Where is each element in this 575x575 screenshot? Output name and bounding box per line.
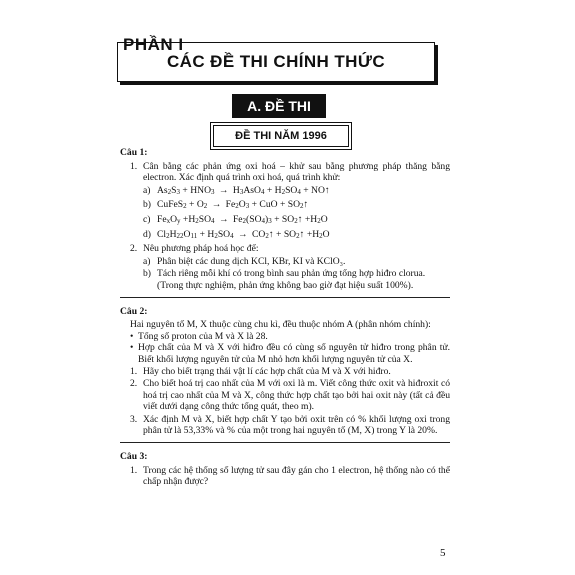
- q1-eq-b: b) CuFeS2 + O2 → Fe2O3 + CuO + SO2↑: [143, 199, 309, 211]
- q1-sub-2b: b) Tách riêng mỗi khí có trong bình sau phản ứng tổng hợp hiđro clorua. (Trong thực nghiệm, phản ứng không bao giờ đạt hiệu suất 100%).: [143, 268, 426, 291]
- exam-title-box: [213, 125, 349, 147]
- part-label: PHẦN I: [123, 35, 184, 54]
- q1-eq-c: c) FexOy +H2SO4 → Fe2(SO4)3 + SO2↑ +H2O: [143, 213, 328, 225]
- q1-sub-2a: a) Phân biệt các dung dịch KCl, KBr, KI và KClO₃.: [143, 255, 346, 267]
- page-number: 5: [440, 547, 446, 559]
- q1-item-1-text: Cân bằng các phản ứng oxi hoá – khử sau bằng phương pháp thăng bằng electron. Xác định quá trình oxi hoá, quá trình khử:: [143, 160, 450, 184]
- q3-item-1: 1. Trong các hệ thống số lượng tử sau đây gán cho 1 electron, hệ thống nào có thể chấp nhận được?: [130, 464, 450, 488]
- q2-item-1: 1. Hãy cho biết trạng thái vật lí các hợp chất của M và X với hiđro.: [130, 365, 391, 377]
- question-3-label: Câu 3:: [120, 451, 148, 463]
- q2-item-2: 2. Cho biết hoá trị cao nhất của M với oxi là m. Viết công thức oxit và hiđroxit có hoá trị cao nhất của M và X, công thức hợp chất tạo bởi hai oxit này (tất cả đều viết dưới dạng công thức tổng quát, theo m).: [130, 378, 450, 413]
- q2-bullet-1: • Tổng số proton của M và X là 28.: [130, 330, 268, 342]
- divider: [120, 442, 450, 443]
- q2-bullet-2: • Hợp chất của M và X với hiđro đều có cùng số nguyên tử hiđro trong phân tử. Biết khối lượng nguyên tử của M nhỏ hơn khối lượng nguyên tử của X.: [130, 342, 450, 365]
- q1-eq-d: d) Cl2H22O11 + H2SO4 → CO2↑ + SO2↑ +H2O: [143, 228, 330, 240]
- divider: [120, 297, 450, 298]
- q1-item-2: 2. Nêu phương pháp hoá học để:: [130, 243, 450, 255]
- question-2-label: Câu 2:: [120, 305, 148, 317]
- q2-intro: Hai nguyên tố M, X thuộc cùng chu kì, đều thuộc nhóm A (phân nhóm chính):: [130, 319, 431, 331]
- section-title: A. ĐỀ THI: [247, 98, 311, 114]
- q1-eq-a: a) As2S3 + HNO3 → H3AsO4 + H2SO4 + NO↑: [143, 184, 330, 196]
- q1-item-1: 1. Cân bằng các phản ứng oxi hoá – khử sau bằng phương pháp thăng bằng electron. Xác định quá trình oxi hoá, quá trình khử:: [130, 160, 450, 184]
- question-1-label: Câu 1:: [120, 147, 148, 158]
- chapter-title: CÁC ĐỀ THI CHÍNH THỨC: [167, 52, 385, 71]
- exam-title: ĐỀ THI NĂM 1996: [235, 130, 327, 142]
- q1-item-2-text: Nêu phương pháp hoá học để:: [143, 243, 259, 255]
- section-title-box: [232, 94, 326, 118]
- q2-item-3: 3. Xác định M và X, biết hợp chất Y tạo bởi oxit trên có % khối lượng oxi trong phân tử là 53,33% và % của một trong hai nguyên tố (M, X) trong Y là 20%.: [130, 413, 450, 437]
- page-content: [120, 147, 450, 489]
